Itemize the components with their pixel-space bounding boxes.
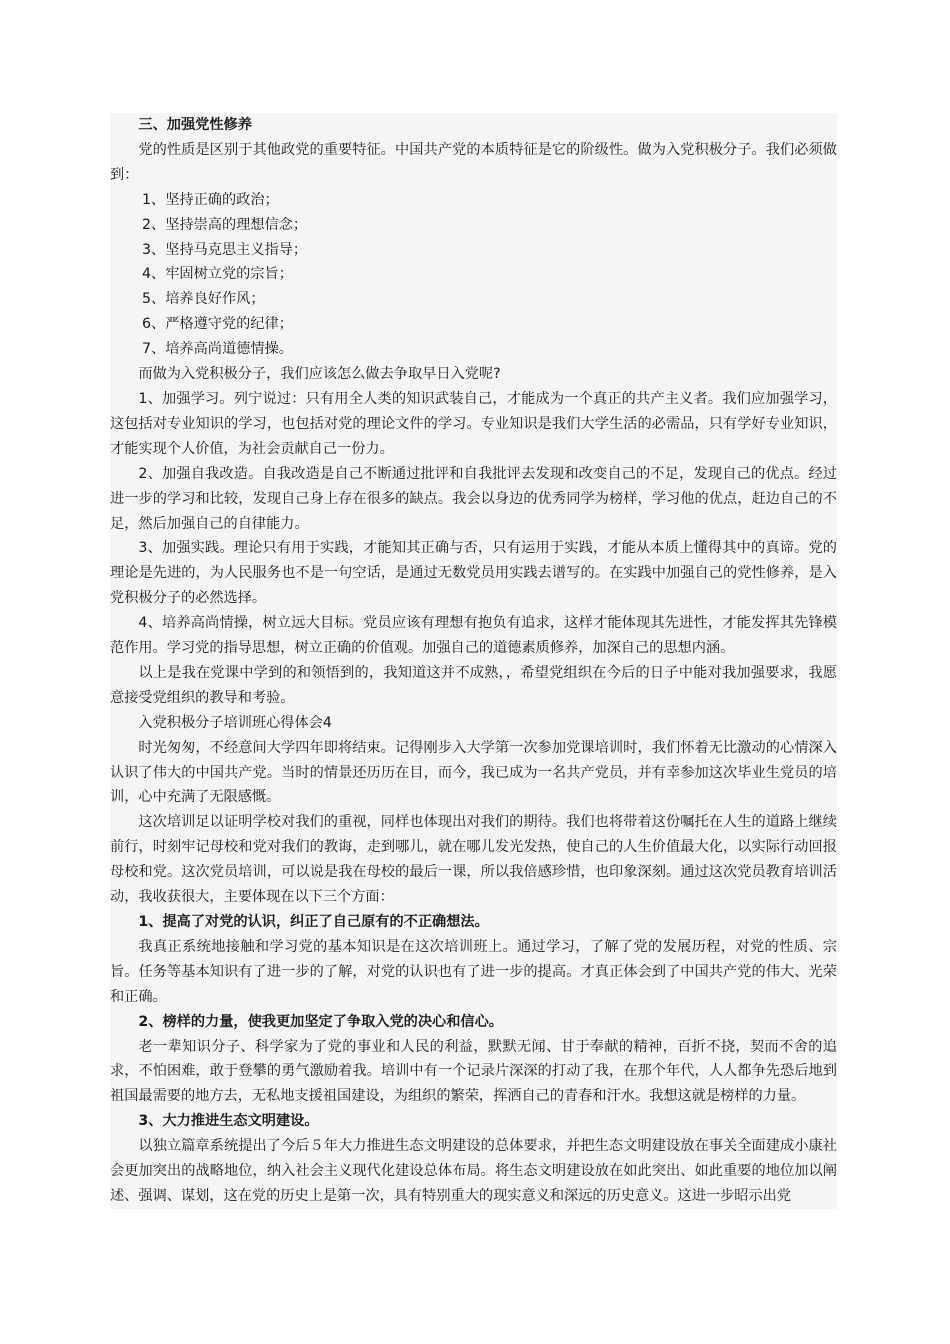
section-heading: 三、加强党性修养 xyxy=(138,117,252,133)
paragraph: 时光匆匆，不经意间大学四年即将结束。记得刚步入大学第一次参加党课培训时，我们怀着无比激动的心情深入认识了伟大的中国共产党。当时的情景还历历在目，而今，我已成为一名共产党员，并有幸参加这次毕业生党员的培训，心中充满了无限感慨。 xyxy=(110,739,837,806)
article-title: 入党积极分子培训班心得体会4 xyxy=(138,714,332,731)
list-item: 1、坚持正确的政治； xyxy=(142,191,279,208)
paragraph: 我真正系统地接触和学习党的基本知识是在这次培训班上。通过学习，了解了党的发展历程，对党的性质、宗旨。任务等基本知识有了进一步的了解，对党的认识也有了进一步的提高。才真正体会到了中国共产党的伟大、光荣和正确。 xyxy=(110,938,837,1005)
section-heading: 1、提高了对党的认识，纠正了自己原有的不正确想法。 xyxy=(138,914,489,930)
list-item: 4、牢固树立党的宗旨； xyxy=(142,266,293,283)
list-item: 5、培养良好作风； xyxy=(142,291,265,308)
paragraph: 这次培训足以证明学校对我们的重视，同样也体现出对我们的期待。我们也将带着这份嘱托在人生的道路上继续前行，时刻牢记母校和党对我们的教诲，走到哪儿，就在哪儿发光发热，使自己的人生价值最大化，以实际行动回报母校和党。这次党员培训，可以说是我在母校的最后一课，所以我倍感珍惜，也印象深刻。通过这次党员教育培训活动，我收获很大，主要体现在以下三个方面： xyxy=(110,814,837,906)
list-item: 3、坚持马克思主义指导； xyxy=(142,241,308,258)
paragraph: 4、培养高尚情操，树立远大目标。党员应该有理想有抱负有追求，这样才能体现其先进性，才能发挥其先锋模范作用。学习党的指导思想，树立正确的价值观。加强自己的道德素质修养，加深自己的思想内涵。 xyxy=(110,615,837,657)
paragraph: 以独立篇章系统提出了今后５年大力推进生态文明建设的总体要求，并把生态文明建设放在事关全面建成小康社会更加突出的战略地位，纳入社会主义现代化建设总体布局。将生态文明建设放在如此突出、如此重要的地位加以阐述、强调、谋划，这在党的历史上是第一次，具有特别重大的现实意义和深远的历史意义。这进一步昭示出党 xyxy=(110,1138,837,1204)
paragraph: 3、加强实践。理论只有用于实践，才能知其正确与否，只有运用于实践，才能从本质上懂得其中的真谛。党的理论是先进的，为人民服务也不是一句空话，是通过无数党员用实践去谱写的。在实践中加强自己的党性修养，是入党积极分子的必然选择。 xyxy=(110,540,837,607)
section-heading: 3、大力推进生态文明建设。 xyxy=(138,1113,319,1130)
paragraph: 以上是我在党课中学到的和领悟到的，我知道这并不成熟，，希望党组织在今后的日子中能对我加强要求，我愿意接受党组织的教导和考验。 xyxy=(110,664,837,706)
paragraph: 老一辈知识分子、科学家为了党的事业和人民的利益，默默无闻、甘于奉献的精神，百折不挠，契而不舍的追求，不怕困难，敢于登攀的勇气激励着我。培训中有一个记录片深深的打动了我，在那个年代，人人都争先恐后地到祖国最需要的地方去，无私地支援祖国建设，为组织的繁荣，挥洒自己的青春和汗水。我想这就是榜样的力量。 xyxy=(110,1038,837,1105)
list-item: 2、坚持崇高的理想信念； xyxy=(142,216,308,233)
list-item: 7、培养高尚道德情操。 xyxy=(142,341,293,358)
document-body xyxy=(110,113,837,1209)
paragraph: 2、加强自我改造。自我改造是自己不断通过批评和自我批评去发现和改变自己的不足，发现自己的优点。经过进一步的学习和比较，发现自己身上存在很多的缺点。我会以身边的优秀同学为榜样，学习他的优点，赶边自己的不足，然后加强自己的自律能力。 xyxy=(110,465,837,532)
section-heading: 2、榜样的力量，使我更加坚定了争取入党的决心和信心。 xyxy=(138,1013,503,1030)
paragraph: 党的性质是区别于其他政党的重要特征。中国共产党的本质特征是它的阶级性。做为入党积极分子。我们必须做到： xyxy=(110,141,837,183)
paragraph: 而做为入党积极分子，我们应该怎么做去争取早日入党呢? xyxy=(138,366,501,383)
list-item: 6、严格遵守党的纪律； xyxy=(142,316,293,333)
paragraph: 1、加强学习。列宁说过：只有用全人类的知识武装自己，才能成为一个真正的共产主义者。我们应加强学习，这包括对专业知识的学习，也包括对党的理论文件的学习。专业知识是我们大学生活的必需品，只有学好专业知识，才能实现个人价值，为社会贡献自己一份力。 xyxy=(110,390,837,457)
